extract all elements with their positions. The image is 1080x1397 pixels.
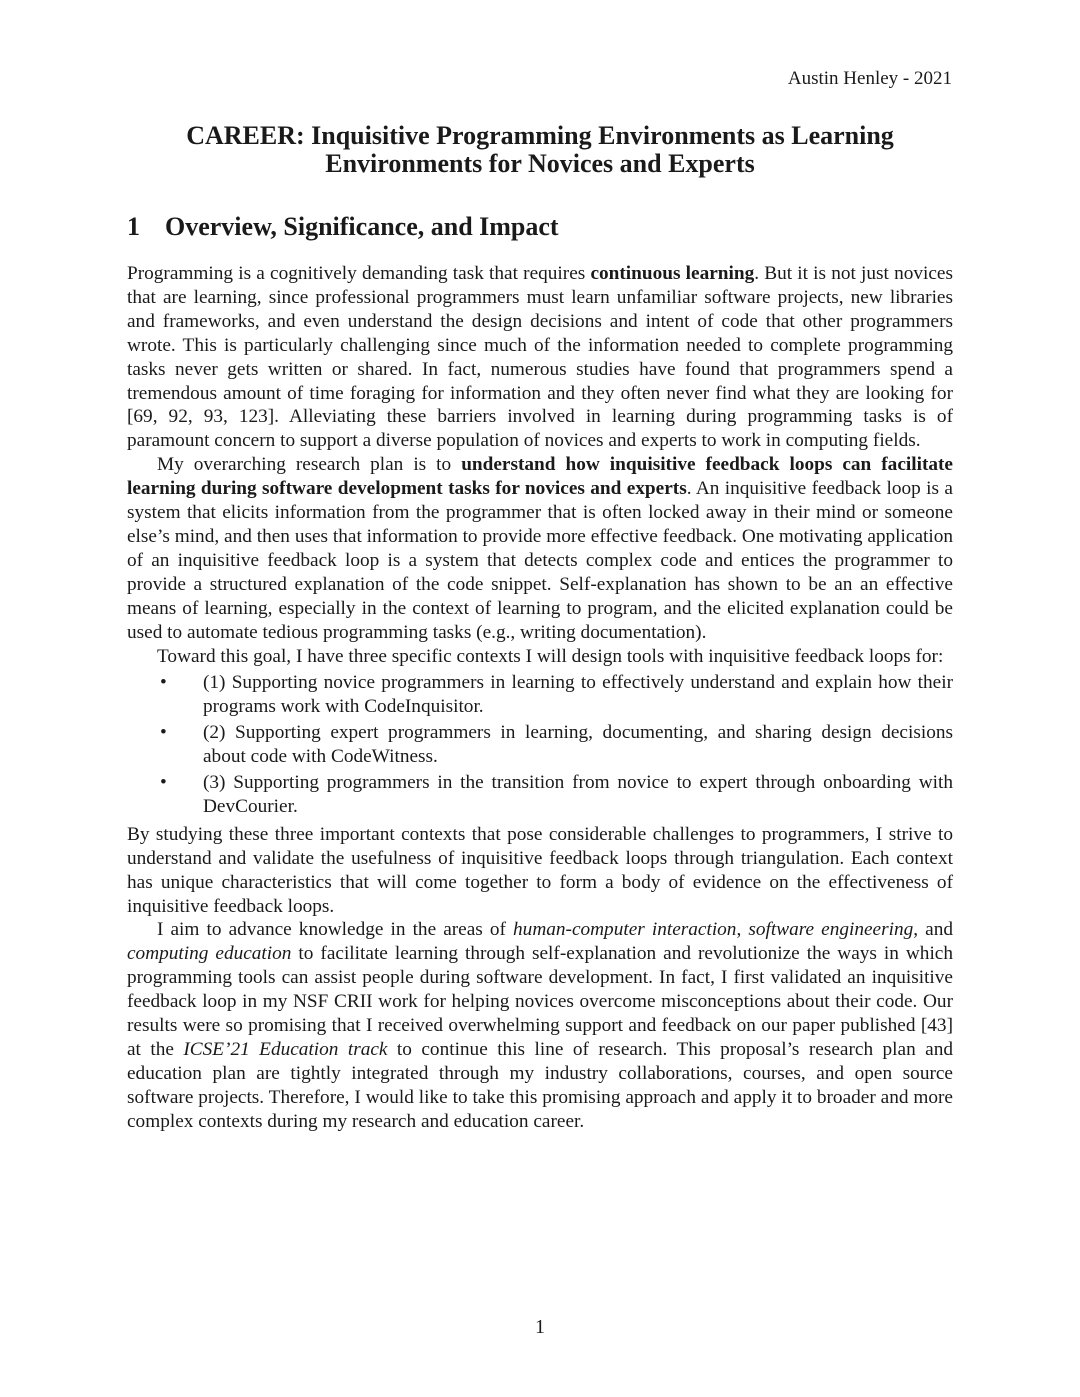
bullet-list <box>127 671 953 818</box>
list-item: • (3) Supporting programmers in the transition from novice to expert through onboarding with DevCourier. <box>203 771 953 819</box>
section-number: 1 <box>127 212 140 241</box>
section-title: Overview, Significance, and Impact <box>165 212 559 241</box>
text: I aim to advance knowledge in the areas of <box>157 919 514 941</box>
section-heading <box>127 212 559 242</box>
document-title: CAREER: Inquisitive Programming Environments as Learning Environments for Novices and Experts <box>186 121 894 178</box>
bold-text: continuous learning <box>590 263 755 284</box>
italic-text: software engineering <box>748 919 914 941</box>
paragraph <box>127 453 953 644</box>
italic-text: ICSE’21 Education track <box>183 1039 388 1060</box>
text: My overarching research plan is to <box>157 454 462 476</box>
list-item: • (1) Supporting novice programmers in learning to effectively understand and explain how their programs work with CodeInquisitor. <box>203 671 953 719</box>
text: , <box>736 919 749 941</box>
paragraph: Toward this goal, I have three specific contexts I will design tools with inquisitive feedback loops for: <box>157 645 944 667</box>
italic-text: computing education <box>127 943 292 965</box>
paragraph <box>127 262 953 453</box>
text: to continue this line of research. This proposal’s research plan and education plan are tightly integrated through my industry collaborations, courses, and open source software projects. Therefore, I would like to take this promising approach and apply it to broader and more complex contexts during my research and education career. <box>127 1039 953 1132</box>
bold-text: understand how inquisitive feedback loops can facilitate learning during software development tasks for novices and experts <box>127 454 953 500</box>
paragraph: By studying these three important contexts that pose considerable challenges to programmers, I strive to understand and validate the usefulness of inquisitive feedback loops through triangulation. Each context has unique characteristics that will come together to form a body of evidence on the effectiveness of inquisitive feedback loops. <box>127 823 953 917</box>
paragraph <box>127 918 953 1133</box>
text: . An inquisitive feedback loop is a system that elicits information from the programmer that is often locked away in their mind or someone else’s mind, and then uses that information to provide more effective feedback. One motivating application of an inquisitive feedback loop is a system that detects complex code and entices the programmer to provide a structured explanation of the code snippet. Self-explanation has shown to be an an effective means of learning, especially in the context of learning to program, and the elicited explanation could be used to automate tedious programming tasks (e.g., writing documentation). <box>127 478 953 643</box>
text: to facilitate learning through self-explanation and revolutionize the ways in which programming tools can assist people during software development. In fact, I first validated an inquisitive feedback loop in my NSF CRII work for helping novices overcome misconceptions about their code. Our results were so promising that I received overwhelming support and feedback on our paper published [43] at the <box>127 943 953 1060</box>
text: , and <box>913 919 953 941</box>
body-text <box>127 262 953 1134</box>
running-header: Austin Henley - 2021 <box>787 68 952 89</box>
list-item: • (2) Supporting expert programmers in learning, documenting, and sharing design decisions about code with CodeWitness. <box>203 721 953 769</box>
page-number: 1 <box>535 1316 545 1338</box>
text: Programming is a cognitively demanding task that requires <box>127 263 591 284</box>
text: . But it is not just novices that are learning, since professional programmers must learn unfamiliar software projects, new libraries and frameworks, and even understand the design decisions and intent of code that other programmers wrote. This is particularly challenging since much of the information needed to complete programming tasks never gets written or shared. In fact, numerous studies have found that programmers spend a tremendous amount of time foraging for information and they often never find what they are looking for [69, 92, 93, 123]. Alleviating these barriers involved in learning during programming tasks is of paramount concern to support a diverse population of novices and experts to work in computing fields. <box>127 263 953 452</box>
italic-text: human-computer interaction <box>513 919 737 941</box>
